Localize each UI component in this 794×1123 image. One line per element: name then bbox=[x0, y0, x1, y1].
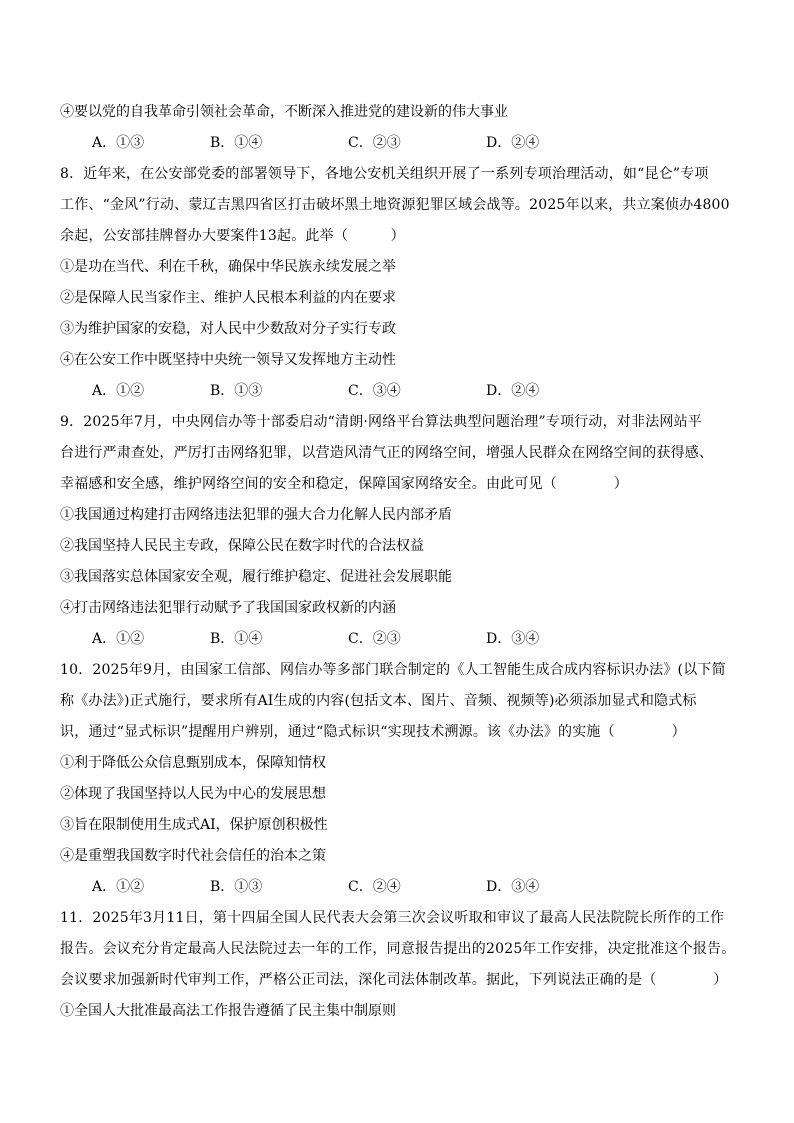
option-a[interactable]: A．①③ bbox=[92, 135, 145, 151]
question-10-line-3: 识，通过“显式标识”提醒用户辨别，通过“隐式标识“实现技术溯源。该《办法》的实施（ ） bbox=[60, 724, 686, 740]
question-10-statement-4: ④是重塑我国数字时代社会信任的治本之策 bbox=[60, 848, 326, 864]
question-8-statement-2: ②是保障人民当家作主、维护人民根本利益的内在要求 bbox=[60, 290, 396, 306]
question-9-line-3: 幸福感和安全感，维护网络空间的安全和稳定，保障国家网络安全。由此可见（ ） bbox=[60, 476, 628, 492]
option-c[interactable]: C．②③ bbox=[348, 631, 401, 647]
option-d[interactable]: D．③④ bbox=[486, 879, 540, 895]
question-10-statement-1: ①利于降低公众信息甄别成本，保障知情权 bbox=[60, 755, 326, 771]
question-9-line-2: 台进行严肃查处，严厉打击网络犯罪，以营造风清气正的网络空间，增强人民群众在网络空间的获得感、 bbox=[60, 445, 714, 461]
question-11-line-2: 报告。会议充分肯定最高人民法院过去一年的工作，同意报告提出的2025年工作安排，决定批准这个报告。 bbox=[60, 941, 736, 957]
option-b[interactable]: B．①③ bbox=[210, 879, 263, 895]
option-c[interactable]: C．③④ bbox=[348, 383, 401, 399]
question-9-statement-4: ④打击网络违法犯罪行动赋予了我国国家政权新的内涵 bbox=[60, 600, 396, 616]
question-9-statement-3: ③我国落实总体国家安全观，履行维护稳定、促进社会发展职能 bbox=[60, 569, 452, 585]
question-9-statement-2: ②我国坚持人民民主专政，保障公民在数字时代的合法权益 bbox=[60, 538, 424, 554]
question-10-line-2: 称《办法》)正式施行，要求所有AI生成的内容(包括文本、图片、音频、视频等)必须添加显式和隐式标 bbox=[60, 693, 697, 709]
question-11-line-3: 会议要求加强新时代审判工作，严格公正司法，深化司法体制改革。据此，下列说法正确的是（ ） bbox=[60, 972, 728, 988]
question-8-statement-1: ①是功在当代、利在千秋，确保中华民族永续发展之举 bbox=[60, 259, 396, 275]
option-b[interactable]: B．①④ bbox=[210, 135, 263, 151]
question-9-statement-1: ①我国通过构建打击网络违法犯罪的强大合力化解人民内部矛盾 bbox=[60, 507, 452, 523]
question-8-line-1: 8．近年来，在公安部党委的部署领导下，各地公安机关组织开展了一系列专项治理活动，如“昆仑”专项 bbox=[60, 166, 709, 182]
option-a[interactable]: A．①② bbox=[92, 383, 145, 399]
option-b[interactable]: B．①③ bbox=[210, 383, 263, 399]
question-9-line-1: 9．2025年7月，中央网信办等十部委启动“清朗·网络平台算法典型问题治理”专项行动，对非法网站平 bbox=[60, 414, 703, 430]
question-8-line-2: 工作、“金风”行动、蒙辽吉黑四省区打击破坏黑土地资源犯罪区域会战等。2025年以来，共立案侦办4800 bbox=[60, 197, 730, 213]
question-8-statement-3: ③为维护国家的安稳，对人民中少数敌对分子实行专政 bbox=[60, 321, 396, 337]
option-b[interactable]: B．①④ bbox=[210, 631, 263, 647]
question-10-line-1: 10．2025年9月，由国家工信部、网信办等多部门联合制定的《人工智能生成合成内容标识办法》(以下简 bbox=[60, 662, 726, 678]
question-10-statement-3: ③旨在限制使用生成式AI，保护原创积极性 bbox=[60, 817, 328, 833]
question-8-line-3: 余起，公安部挂牌督办大要案件13起。此举（ ） bbox=[60, 228, 405, 244]
question-11-line-1: 11．2025年3月11日，第十四届全国人民代表大会第三次会议听取和审议了最高人民法院院长所作的工作 bbox=[60, 910, 725, 926]
option-d[interactable]: D．②④ bbox=[486, 135, 540, 151]
option-d[interactable]: D．②④ bbox=[486, 383, 540, 399]
option-c[interactable]: C．②③ bbox=[348, 135, 401, 151]
option-d[interactable]: D．③④ bbox=[486, 631, 540, 647]
option-a[interactable]: A．①② bbox=[92, 879, 145, 895]
statement-4-fragment: ④要以党的自我革命引领社会革命，不断深入推进党的建设新的伟大事业 bbox=[60, 104, 508, 120]
question-8-statement-4: ④在公安工作中既坚持中央统一领导又发挥地方主动性 bbox=[60, 352, 396, 368]
question-11-statement-1: ①全国人大批准最高法工作报告遵循了民主集中制原则 bbox=[60, 1003, 396, 1019]
option-c[interactable]: C．②④ bbox=[348, 879, 401, 895]
question-10-statement-2: ②体现了我国坚持以人民为中心的发展思想 bbox=[60, 786, 326, 802]
option-a[interactable]: A．①② bbox=[92, 631, 145, 647]
